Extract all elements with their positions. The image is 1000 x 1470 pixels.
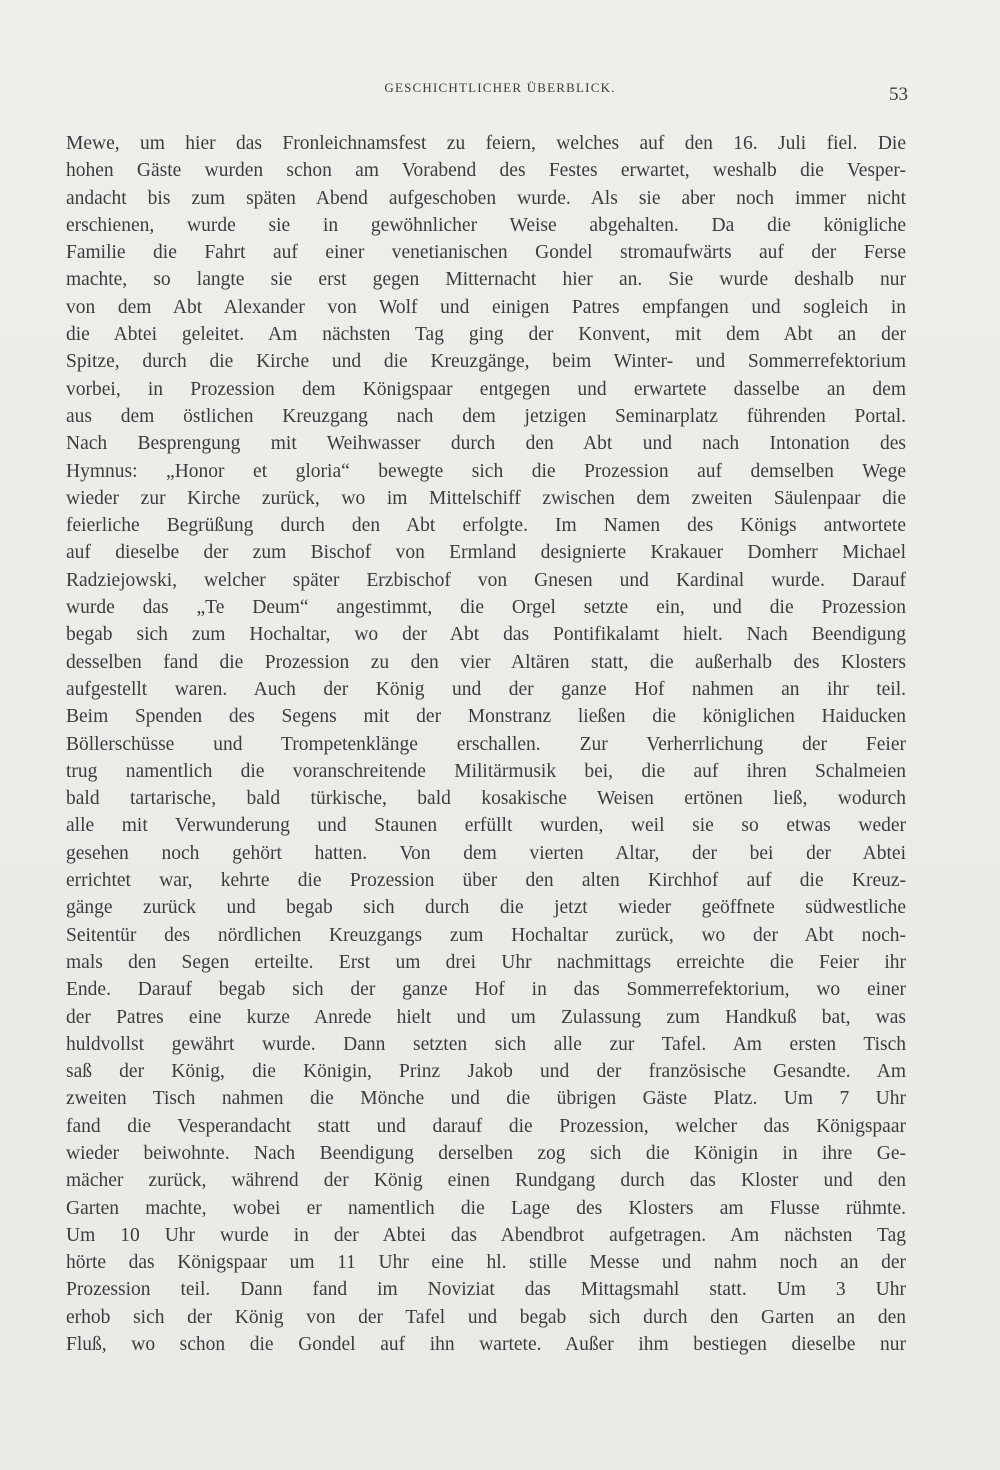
text-line: wieder zur Kirche zurück, wo im Mittelschiff zwischen dem zweiten Säulenpaar die — [66, 487, 906, 509]
text-line: desselben fand die Prozession zu den vier Altären statt, die außerhalb des Klosters — [66, 651, 906, 673]
text-line: Nach Besprengung mit Weihwasser durch den Abt und nach Intonation des — [66, 433, 906, 455]
text-line: die Abtei geleitet. Am nächsten Tag ging der Konvent, mit dem Abt an der — [66, 324, 906, 346]
page-number: 53 — [889, 84, 908, 105]
text-line: Beim Spenden des Segens mit der Monstranz ließen die königlichen Haiducken — [66, 706, 906, 728]
text-line: von dem Abt Alexander von Wolf und einigen Patres empfangen und sogleich in — [66, 296, 906, 318]
text-line: Ende. Darauf begab sich der ganze Hof in das Sommerrefektorium, wo einer — [66, 979, 906, 1001]
text-line: gänge zurück und begab sich durch die jetzt wieder geöffnete südwestliche — [66, 897, 906, 919]
text-line: aus dem östlichen Kreuzgang nach dem jetzigen Seminarplatz führenden Portal. — [66, 405, 906, 427]
text-line: bald tartarische, bald türkische, bald kosakische Weisen ertönen ließ, wodurch — [66, 788, 906, 810]
text-line: saß der König, die Königin, Prinz Jakob und der französische Gesandte. Am — [66, 1061, 906, 1083]
text-line: hohen Gäste wurden schon am Vorabend des Festes erwartet, weshalb die Vesper- — [66, 160, 906, 182]
text-line: hörte das Königspaar um 11 Uhr eine hl. stille Messe und nahm noch an der — [66, 1252, 906, 1274]
text-line: zweiten Tisch nahmen die Mönche und die übrigen Gäste Platz. Um 7 Uhr — [66, 1088, 906, 1110]
text-line: Mewe, um hier das Fronleichnamsfest zu feiern, welches auf den 16. Juli fiel. Die — [66, 133, 906, 154]
text-line: erhob sich der König von der Tafel und begab sich durch den Garten an den — [66, 1306, 906, 1328]
text-line: aufgestellt waren. Auch der König und der ganze Hof nahmen an ihr teil. — [66, 678, 906, 700]
text-line: trug namentlich die voranschreitende Militärmusik bei, die auf ihren Schalmeien — [66, 760, 906, 782]
text-line: machte, so langte sie erst gegen Mitternacht hier an. Sie wurde deshalb nur — [66, 269, 906, 291]
text-line: der Patres eine kurze Anrede hielt und um Zulassung zum Handkuß bat, was — [66, 1006, 906, 1028]
running-head: GESCHICHTLICHER ÜBERBLICK. — [384, 80, 616, 95]
text-line: Hymnus: „Honor et gloria“ bewegte sich die Prozession auf demselben Wege — [66, 460, 906, 482]
text-line: vorbei, in Prozession dem Königspaar entgegen und erwartete dasselbe an dem — [66, 378, 906, 400]
text-line: auf dieselbe der zum Bischof von Ermland designierte Krakauer Domherr Michael — [66, 542, 906, 564]
text-line: gesehen noch gehört hatten. Von dem vierten Altar, der bei der Abtei — [66, 842, 906, 864]
body-text — [66, 130, 906, 1358]
text-line: Spitze, durch die Kirche und die Kreuzgänge, beim Winter- und Sommerrefektorium — [66, 351, 906, 373]
text-line: Radziejowski, welcher später Erzbischof von Gnesen und Kardinal wurde. Darauf — [66, 569, 906, 591]
text-line: Prozession teil. Dann fand im Noviziat das Mittagsmahl statt. Um 3 Uhr — [66, 1279, 906, 1301]
text-line: Seitentür des nördlichen Kreuzgangs zum Hochaltar zurück, wo der Abt noch- — [66, 924, 906, 946]
text-line: Um 10 Uhr wurde in der Abtei das Abendbrot aufgetragen. Am nächsten Tag — [66, 1224, 906, 1246]
text-line: mächer zurück, während der König einen Rundgang durch das Kloster und den — [66, 1170, 906, 1192]
text-line: andacht bis zum späten Abend aufgeschoben wurde. Als sie aber noch immer nicht — [66, 187, 906, 209]
text-line: errichtet war, kehrte die Prozession über den alten Kirchhof auf die Kreuz- — [66, 870, 906, 892]
text-line: Garten machte, wobei er namentlich die Lage des Klosters am Flusse rühmte. — [66, 1197, 906, 1219]
text-line: Fluß, wo schon die Gondel auf ihn wartete. Außer ihm bestiegen dieselbe nur — [66, 1334, 906, 1356]
text-line: huldvollst gewährt wurde. Dann setzten sich alle zur Tafel. Am ersten Tisch — [66, 1033, 906, 1055]
text-line: erschienen, wurde sie in gewöhnlicher Weise abgehalten. Da die königliche — [66, 214, 906, 236]
text-line: Familie die Fahrt auf einer venetianischen Gondel stromaufwärts auf der Ferse — [66, 242, 906, 264]
text-line: begab sich zum Hochaltar, wo der Abt das Pontifikalamt hielt. Nach Beendigung — [66, 624, 906, 646]
text-line: Böllerschüsse und Trompetenklänge erschallen. Zur Verherrlichung der Feier — [66, 733, 906, 755]
text-line: mals den Segen erteilte. Erst um drei Uhr nachmittags erreichte die Feier ihr — [66, 951, 906, 973]
text-line: alle mit Verwunderung und Staunen erfüllt wurden, weil sie so etwas weder — [66, 815, 906, 837]
text-line: wurde das „Te Deum“ angestimmt, die Orgel setzte ein, und die Prozession — [66, 597, 906, 619]
text-line: wieder beiwohnte. Nach Beendigung derselben zog sich die Königin in ihre Ge- — [66, 1142, 906, 1164]
text-line: feierliche Begrüßung durch den Abt erfolgte. Im Namen des Königs antwortete — [66, 515, 906, 537]
text-line: fand die Vesperandacht statt und darauf die Prozession, welcher das Königspaar — [66, 1115, 906, 1137]
